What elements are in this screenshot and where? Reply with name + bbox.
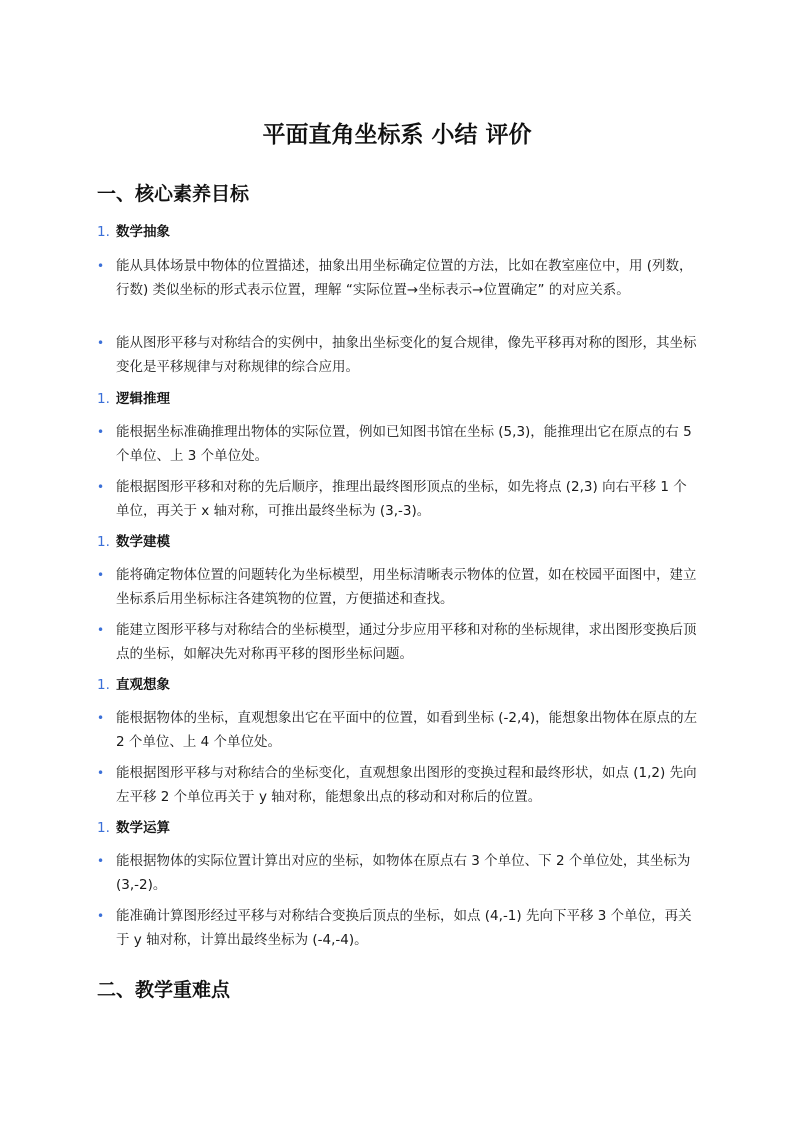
goal-heading-modeling — [97, 532, 170, 552]
goal-heading-abstraction — [97, 222, 170, 242]
bullet-text: 能从具体场景中物体的位置描述，抽象出用坐标确定位置的方法，比如在教室座位中，用 (列数，行数) 类似坐标的形式表示位置，理解 “实际位置→坐标表示→位置确定” 的对应关系。 — [116, 258, 693, 298]
bullet-dot-icon: • — [97, 259, 105, 273]
bullet-dot-icon: • — [97, 568, 105, 582]
goal-heading-reasoning — [97, 389, 170, 409]
bullet-dot-icon: • — [97, 480, 105, 494]
goal-heading-computation — [97, 818, 170, 838]
bullet-dot-icon: • — [97, 425, 105, 439]
goal-title: 数学运算 — [116, 820, 170, 836]
bullet-dot-icon: • — [97, 854, 105, 868]
bullet-text: 能从图形平移与对称结合的实例中，抽象出坐标变化的复合规律，像先平移再对称的图形，其坐标变化是平移规律与对称规律的综合应用。 — [116, 335, 697, 375]
bullet-dot-icon: • — [97, 711, 105, 725]
bullet-dot-icon: • — [97, 909, 105, 923]
bullet-text: 能准确计算图形经过平移与对称结合变换后顶点的坐标，如点 (4,-1) 先向下平移 3 个单位，再关于 y 轴对称，计算出最终坐标为 (-4,-4)。 — [116, 908, 692, 948]
bullet-dot-icon: • — [97, 623, 105, 637]
bullet-text: 能根据物体的坐标，直观想象出它在平面中的位置，如看到坐标 (-2,4)，能想象出物体在原点的左 2 个单位、上 4 个单位处。 — [116, 710, 698, 750]
list-number: 1. — [97, 224, 110, 240]
list-number: 1. — [97, 391, 110, 407]
bullet-dot-icon: • — [97, 766, 105, 780]
list-number: 1. — [97, 534, 110, 550]
bullet-text: 能根据图形平移与对称结合的坐标变化，直观想象出图形的变换过程和最终形状，如点 (1,2) 先向左平移 2 个单位再关于 y 轴对称，能想象出点的移动和对称后的位置。 — [116, 765, 697, 805]
section-heading-key-points: 二、教学重难点 — [97, 979, 231, 1001]
list-number: 1. — [97, 820, 110, 836]
bullet-text: 能根据坐标准确推理出物体的实际位置，例如已知图书馆在坐标 (5,3)，能推理出它在原点的右 5 个单位、上 3 个单位处。 — [116, 424, 692, 464]
section-heading-core-goals: 一、核心素养目标 — [97, 183, 250, 205]
document-title: 平面直角坐标系 小结 评价 — [262, 122, 532, 148]
goal-heading-imagination — [97, 675, 170, 695]
goal-title: 直观想象 — [116, 677, 170, 693]
goal-title: 逻辑推理 — [116, 391, 170, 407]
bullet-text: 能根据物体的实际位置计算出对应的坐标，如物体在原点右 3 个单位、下 2 个单位处，其坐标为 (3,-2)。 — [116, 853, 691, 893]
list-number: 1. — [97, 677, 110, 693]
goal-title: 数学抽象 — [116, 224, 170, 240]
bullet-dot-icon: • — [97, 336, 105, 350]
bullet-text: 能建立图形平移与对称结合的坐标模型，通过分步应用平移和对称的坐标规律，求出图形变换后顶点的坐标，如解决先对称再平移的图形坐标问题。 — [116, 622, 697, 662]
bullet-text: 能根据图形平移和对称的先后顺序，推理出最终图形顶点的坐标，如先将点 (2,3) 向右平移 1 个单位，再关于 x 轴对称，可推出最终坐标为 (3,-3)。 — [116, 479, 687, 519]
goal-title: 数学建模 — [116, 534, 170, 550]
bullet-text: 能将确定物体位置的问题转化为坐标模型，用坐标清晰表示物体的位置，如在校园平面图中，建立坐标系后用坐标标注各建筑物的位置，方便描述和查找。 — [116, 567, 697, 607]
